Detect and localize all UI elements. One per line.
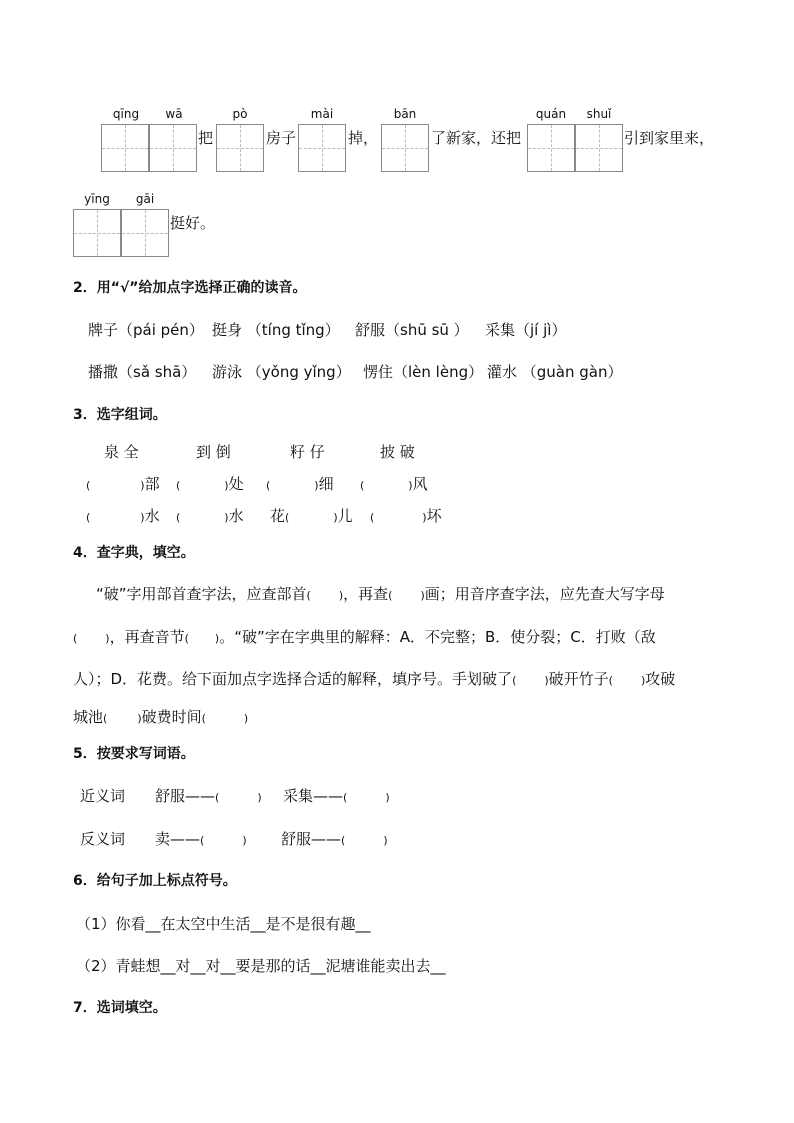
q4-line-2: ( )，再查音节( )。“破”字在字典里的解释：A．不完整；B．使分裂；C．打败（敌 [73,628,656,646]
write-box[interactable] [121,209,169,257]
question-6-title: 6．给句子加上标点符号。 [73,873,237,889]
text: 。“破”字在字典里的解释：A．不完整；B．使分裂；C．打败（敌 [219,628,656,646]
text: 舒服—— [281,830,342,848]
write-box[interactable] [101,124,149,172]
text: 舒服—— [155,787,216,805]
write-box[interactable] [381,124,429,172]
pinyin: quán [535,107,567,121]
blank-row-1: ( )部 [86,475,160,493]
blank: ( )坏 [370,507,442,525]
word: 儿 [337,507,353,525]
sentence-1: （1）你看__在太空中生活__是不是很有趣__ [76,915,371,933]
write-box[interactable] [73,209,121,257]
question-7-title: 7．选词填空。 [73,1000,167,1016]
blank: ( )风 [360,475,428,493]
question-2-title: 2．用“√”给加点字选择正确的读音。 [73,280,307,296]
write-box[interactable] [149,124,197,172]
sentence-2: （2）青蛙想__对__对__要是那的话__泥塘谁能卖出去__ [76,957,446,975]
char-pair: 泉 全 [104,443,139,461]
q4-line-3: 人）；D．花费。给下面加点字选择合适的解释，填序号。手划破了( )破开竹子( )攻破 [73,670,676,688]
text: ，再查 [343,585,389,603]
text: ，再查音节 [109,628,185,646]
option[interactable]: 播撒（sǎ shā） [88,363,197,381]
word: 花 [270,507,286,525]
text: 房子 [266,129,297,147]
word: 细 [318,475,334,493]
blank: ( )水 [176,507,244,525]
option[interactable]: 灌水 （guàn gàn） [487,363,623,381]
text: “破”字用部首查字法，应查部首 [96,585,307,603]
option[interactable]: 挺身 （tíng tǐng） [212,321,340,339]
text: 人）；D．花费。给下面加点字选择合适的解释，填序号。手划破了 [73,670,513,688]
synonym-label: 近义词 [80,787,126,805]
q4-line-1: “破”字用部首查字法，应查部首( )，再查( )画；用音序查字法，应先查大写字母 [96,585,665,603]
write-box[interactable] [298,124,346,172]
pinyin: bān [393,107,417,121]
text: 卖—— [155,830,201,848]
option[interactable]: 采集（jí jì） [485,321,567,339]
text: 引到家里来， [624,129,715,147]
option[interactable]: 游泳 （yǒng yǐng） [212,363,351,381]
text: 攻破 [645,670,676,688]
text: 把 [198,129,214,147]
word: 风 [412,475,428,493]
text: 挺好。 [170,214,216,232]
char-pair: 披 破 [380,443,415,461]
question-3-title: 3．选字组词。 [73,407,167,423]
blank-row-2: ( )水 [86,507,160,525]
synonym-item: 采集——( ) [283,787,390,805]
write-box[interactable] [575,124,623,172]
antonym-item: 卖——( ) [155,830,247,848]
char-pair: 籽 仔 [290,443,325,461]
pinyin: yīng [84,192,110,206]
word: 水 [144,507,160,525]
text: 画；用音序查字法，应先查大写字母 [424,585,665,603]
word: 处 [228,475,244,493]
question-4-title: 4．查字典，填空。 [73,545,195,561]
pinyin: shuǐ [586,107,612,121]
question-5-title: 5．按要求写词语。 [73,746,195,762]
pinyin: mài [310,107,334,121]
synonym-item: 舒服——( ) [155,787,262,805]
pinyin: pò [232,107,248,121]
blank: ( )细 [266,475,334,493]
word: 坏 [426,507,442,525]
q4-line-4: 城池( )破费时间( ) [73,708,249,726]
text: 城池 [73,708,104,726]
pinyin: gāi [135,192,155,206]
blank: 花( )儿 [270,507,353,525]
option[interactable]: 牌子（pái pén） [88,321,204,339]
text: 破开竹子 [548,670,609,688]
write-box[interactable] [216,124,264,172]
text: 了新家，还把 [431,129,522,147]
char-pair: 到 倒 [196,443,231,461]
pinyin: wā [165,107,183,121]
write-box[interactable] [527,124,575,172]
antonym-label: 反义词 [80,830,126,848]
text: 掉， [348,129,379,147]
blank: ( )处 [176,475,244,493]
text: 破费时间 [141,708,202,726]
option[interactable]: 愣住（lèn lèng） [363,363,484,381]
word: 部 [144,475,160,493]
option[interactable]: 舒服（shū sū ） [355,321,469,339]
word: 水 [228,507,244,525]
antonym-item: 舒服——( ) [281,830,388,848]
pinyin: qīng [112,107,140,121]
text: 采集—— [283,787,344,805]
